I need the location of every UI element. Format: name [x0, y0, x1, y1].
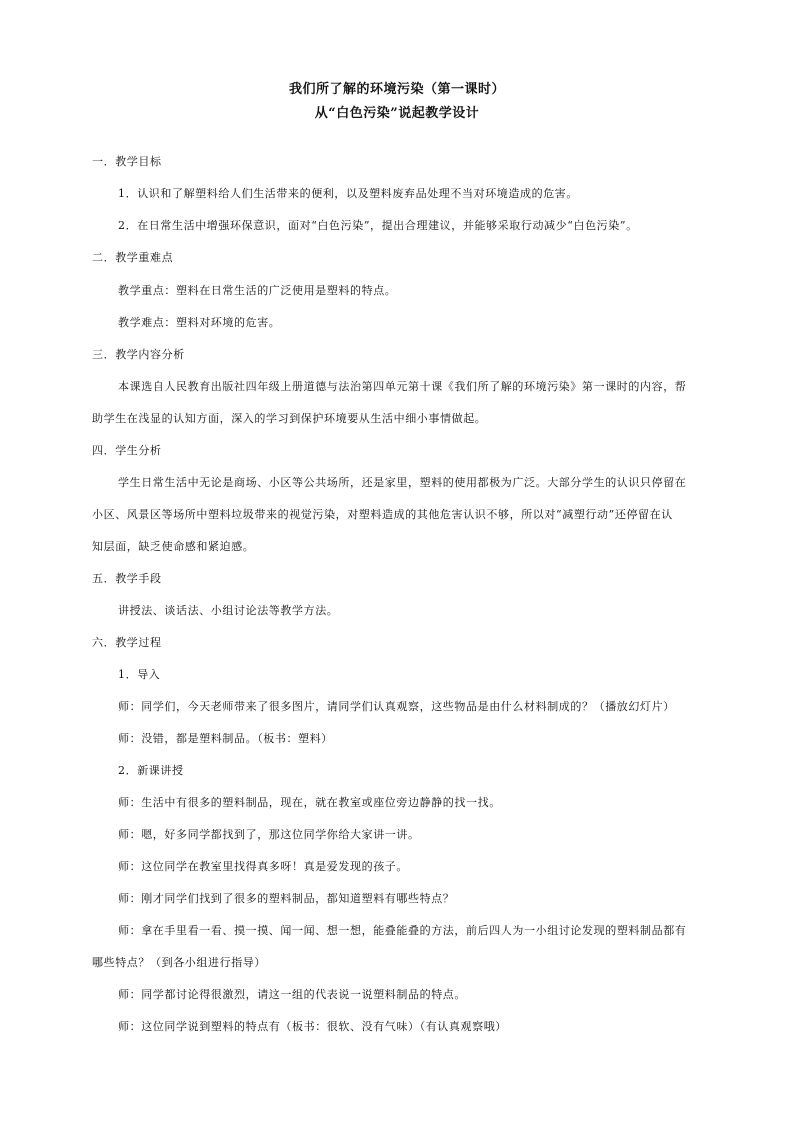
difficult-point: 教学难点：塑料对环境的危害。	[118, 316, 281, 329]
paragraph-line: 师：同学都讨论得很激烈，请这一组的代表说一说塑料制品的特点。	[118, 988, 466, 1001]
paragraph-line: 师：刚才同学们找到了很多的塑料制品，都知道塑料有哪些特点？	[118, 892, 455, 905]
section-heading-student-analysis: 四．学生分析	[92, 444, 162, 457]
paragraph-line: 师：拿在手里看一看、摸一摸、闻一闻、想一想，能叠能叠的方法，前后四人为一小组讨论发现的塑料制品都有	[118, 924, 687, 937]
paragraph-line: 小区、风景区等场所中塑料垃圾带来的视觉污染，对塑料造成的其他危害认识不够，所以对“减塑行动”还停留在认	[92, 508, 673, 521]
paragraph-line: 师：嗯，好多同学都找到了，那这位同学你给大家讲一讲。	[118, 828, 420, 841]
section-heading-objectives: 一．教学目标	[92, 155, 162, 168]
section-heading-content-analysis: 三．教学内容分析	[92, 348, 185, 361]
objective-item-1: 1．认识和了解塑料给人们生活带来的便利，以及塑料废弃品处理不当对环境造成的危害。	[118, 187, 578, 200]
paragraph-line: 学生日常生活中无论是商场、小区等公共场所，还是家里，塑料的使用都极为广泛。大部分学生的认识只停留在	[118, 476, 687, 489]
paragraph-line: 师：生活中有很多的塑料制品，现在，就在教室或座位旁边静静的找一找。	[118, 796, 501, 809]
document-title: 我们所了解的环境污染（第一课时）	[288, 82, 505, 97]
paragraph-line: 师：这位同学说到塑料的特点有（板书：很软、没有气味）（有认真观察哦）	[118, 1020, 507, 1033]
section-heading-process: 六．教学过程	[92, 636, 162, 649]
paragraph-line: 本课选自人民教育出版社四年级上册道德与法治第四单元第十课《我们所了解的环境污染》第一课时的内容，帮	[118, 380, 687, 393]
paragraph-line: 讲授法、谈话法、小组讨论法等教学方法。	[118, 604, 339, 617]
paragraph-line: 师：同学们，今天老师带来了很多图片，请同学们认真观察，这些物品是由什么材料制成的？（播放幻灯片）	[118, 700, 675, 713]
document-subtitle: 从“白色污染”说起教学设计	[314, 106, 480, 121]
paragraph-line: 师：这位同学在教室里找得真多呀！真是爱发现的孩子。	[118, 860, 408, 873]
section-heading-key-points: 二．教学重难点	[92, 251, 174, 264]
subsection-heading-intro: 1．导入	[118, 668, 161, 681]
subsection-heading-new-lesson: 2．新课讲授	[118, 764, 184, 777]
paragraph-line: 师：没错，都是塑料制品。（板书：塑料）	[118, 732, 333, 745]
key-point: 教学重点：塑料在日常生活的广泛使用是塑料的特点。	[118, 284, 397, 297]
section-heading-methods: 五．教学手段	[92, 572, 162, 585]
paragraph-line: 助学生在浅显的认知方面，深入的学习到保护环境要从生活中细小事情做起。	[92, 412, 487, 425]
paragraph-line: 知层面，缺乏使命感和紧迫感。	[92, 540, 255, 553]
paragraph-line: 哪些特点？（到各小组进行指导）	[92, 956, 266, 969]
objective-item-2: 2．在日常生活中增强环保意识，面对“白色污染”，提出合理建议，并能够采取行动减少“白色污染”。	[118, 219, 638, 232]
